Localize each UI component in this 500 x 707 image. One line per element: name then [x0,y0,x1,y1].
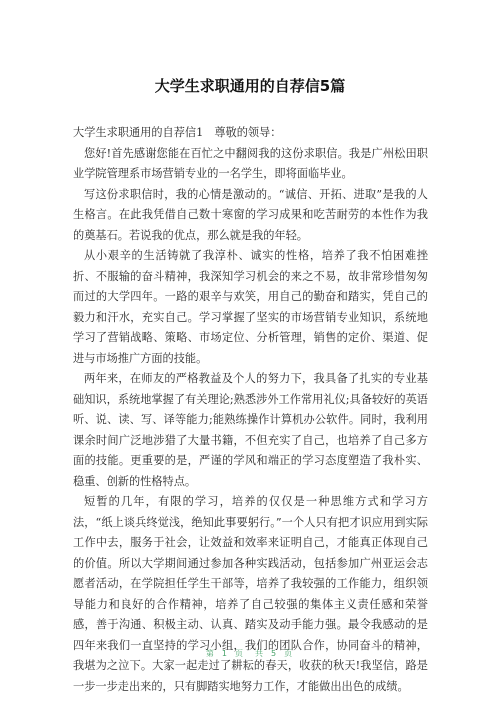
page-footer [0,648,500,660]
body-paragraph: 从小艰辛的生活铸就了我淳朴、诚实的性格，培养了我不怕困难挫折、不服输的奋斗精神，我深知学习机会的来之不易，故非常珍惜匆匆而过的大学四年。一路的艰辛与欢笑，用自己的勤奋和踏实，凭自己的毅力和汗水，充实自己。学习掌握了坚实的市场营销专业知识，系统地学习了营销战略、策略、市场定位、分析管理，销售的定价、渠道、促进与市场推广方面的技能。 [73,249,428,365]
document-body [73,123,428,697]
footer-label-end: 页 [284,649,295,658]
body-paragraph: 写这份求职信时，我的心情是激动的。“诚信、开拓、进取”是我的人生格言。在此我凭借自己数十寒窗的学习成果和吃苦耐劳的本性作为我的奠基石。若说我的优点，那么就是我的年轻。 [73,187,428,242]
footer-total-pages: 5 [271,649,279,658]
body-paragraph: 两年来，在师友的严格教益及个人的努力下，我具备了扎实的专业基础知识，系统地掌握了有关理论;熟悉涉外工作常用礼仪;具备较好的英语听、说、读、写、译等能力;能熟练操作计算机办公软件。同时，我利用课余时间广泛地涉猎了大量书籍，不但充实了自己，也培养了自己多方面的技能。更重要的是，严谨的学风和端正的学习态度塑造了我朴实、稳重、创新的性格特点。 [73,372,428,488]
footer-label-page: 第 [205,649,216,658]
footer-label-of: 页 共 [235,649,265,658]
document-title: 大学生求职通用的自荐信5篇 [154,77,346,95]
footer-current-page: 1 [221,649,229,658]
body-paragraph: 您好!首先感谢您能在百忙之中翻阅我的这份求职信。我是广州松田职业学院管理系市场营销专业的一名学生，即将面临毕业。 [73,146,428,180]
body-paragraph: 短暂的几年，有限的学习，培养的仅仅是一种思维方式和学习方法，“纸上谈兵终觉浅，绝知此事要躬行。”一个人只有把才识应用到实际工作中去，服务于社会，让效益和效率来证明自己，才能真正体现自己的价值。所以大学期间通过参加各种实践活动，包括参加广州亚运会志愿者活动，在学院担任学生干部等，培养了我较强的工作能力，组织领导能力和良好的合作精神，培养了自己较强的集体主义责任感和荣誉感，善于沟通、积极主动、认真、踏实及动手能力强。最令我感动的是四年来我们一直坚持的学习小组，我们的团队合作，协同奋斗的精神，我堪为之泣下。大家一起走过了耕耘的春天，收获的秋天!我坚信，路是一步一步走出来的，只有脚踏实地努力工作，才能做出出色的成绩。 [73,495,428,693]
salutation-paragraph: 大学生求职通用的自荐信1 尊敬的领导： [73,126,282,139]
